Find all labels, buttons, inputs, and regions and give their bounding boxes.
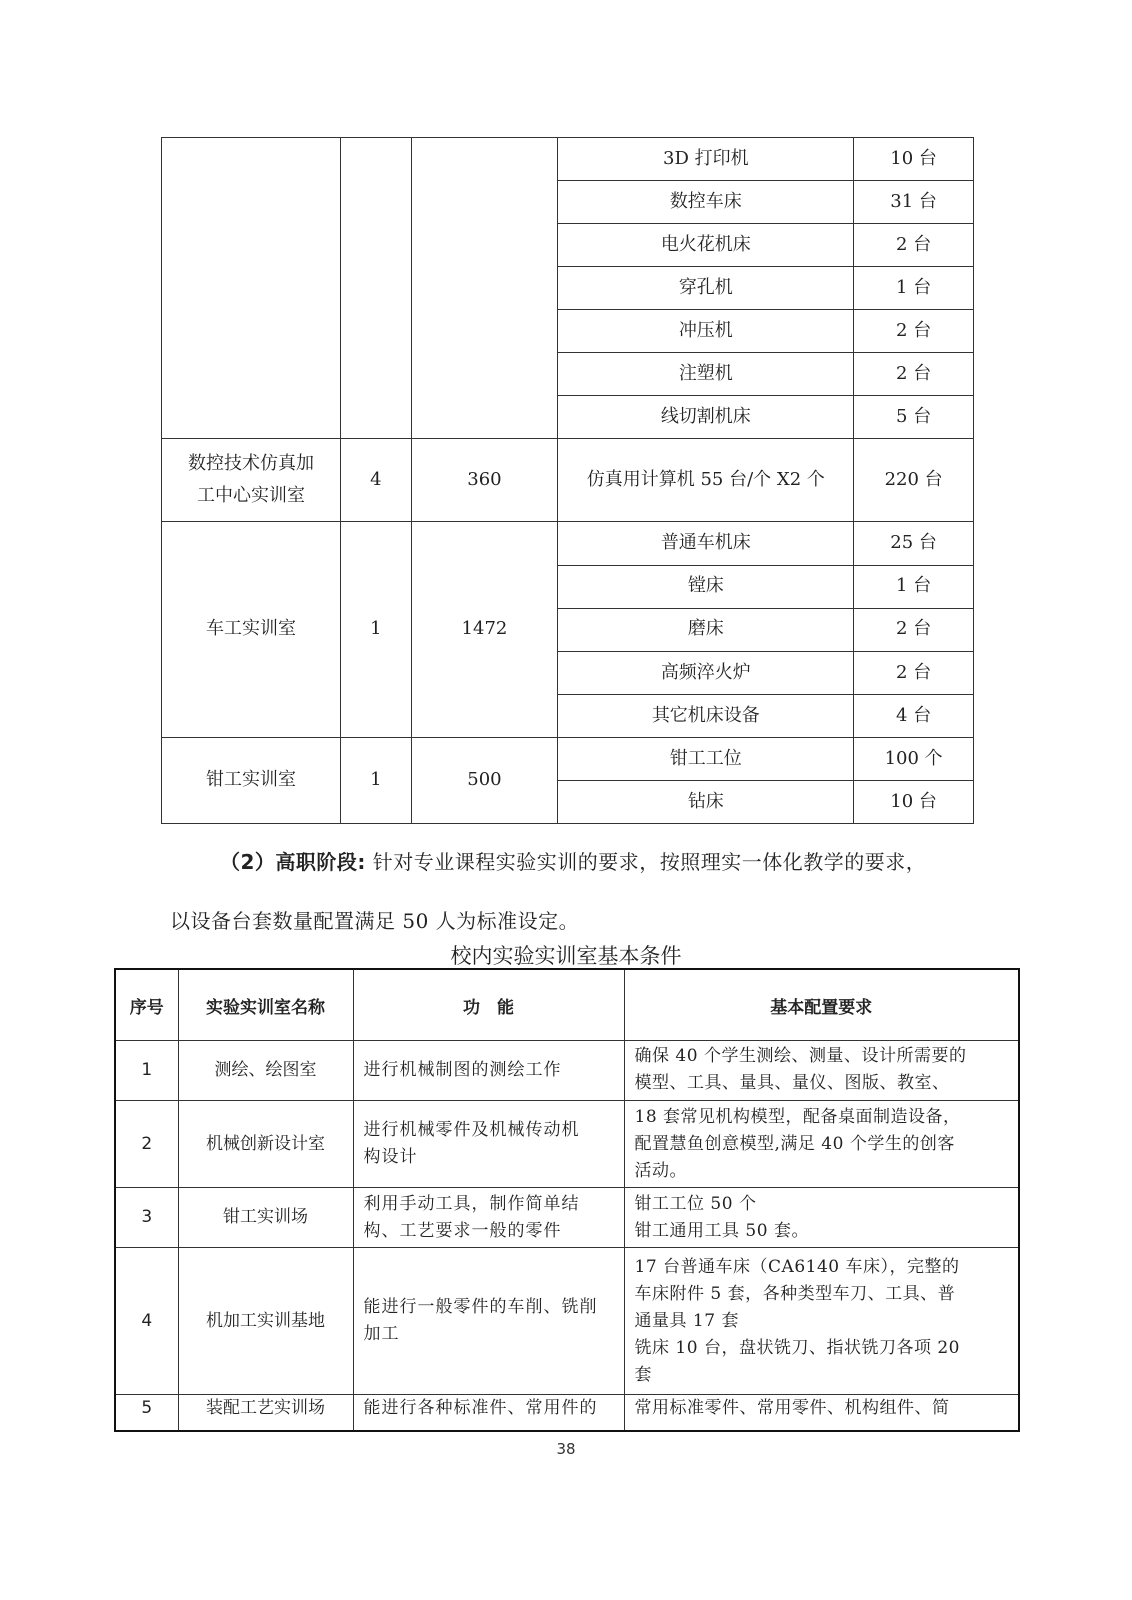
- room-name-cell: [162, 138, 341, 439]
- equipment-count: 2 台: [854, 310, 974, 353]
- room-qty: 1: [341, 522, 411, 737]
- config-line: 铣床 10 台，盘状铣刀、指状铣刀各项 20: [634, 1337, 960, 1358]
- room-qty: 4: [341, 439, 411, 522]
- equipment-count: 10 台: [854, 138, 974, 181]
- function-line: 能进行各种标准件、常用件的: [363, 1398, 598, 1419]
- table-row: [162, 522, 974, 565]
- equipment-count: 2 台: [854, 353, 974, 396]
- room-name: [162, 439, 341, 522]
- equipment-count: 100 个: [854, 737, 974, 780]
- config-line: 通量具 17 套: [634, 1310, 739, 1331]
- config-line: 17 台普通车床（CA6140 车床），完整的: [634, 1256, 960, 1277]
- equipment-count: 25 台: [854, 522, 974, 565]
- equipment-count: 5 台: [854, 396, 974, 439]
- lab-function: [353, 1100, 624, 1187]
- equipment-name: 冲压机: [558, 310, 854, 353]
- config-line: 常用标准零件、常用零件、机构组件、简: [634, 1398, 950, 1419]
- page-number: 38: [556, 1440, 576, 1458]
- lab-function: [353, 1041, 624, 1101]
- lab-name: 机加工实训基地: [178, 1248, 353, 1395]
- header-config: 基本配置要求: [624, 969, 1019, 1041]
- row-number: 5: [115, 1395, 178, 1431]
- equipment-name: 普通车机床: [558, 522, 854, 565]
- lab-function: [353, 1395, 624, 1431]
- row-number: 1: [115, 1041, 178, 1101]
- equipment-name: 磨床: [558, 608, 854, 651]
- equipment-name: 其它机床设备: [558, 694, 854, 737]
- equipment-count: 1 台: [854, 565, 974, 608]
- room-area: 360: [411, 439, 558, 522]
- config-line: 钳工工位 50 个: [634, 1193, 757, 1214]
- table-row: [115, 1041, 1019, 1101]
- row-number: 3: [115, 1188, 178, 1248]
- equipment-name: 数控车床: [558, 181, 854, 224]
- paragraph-line-1: [220, 846, 926, 875]
- function-line: 构、工艺要求一般的零件: [363, 1220, 562, 1241]
- table-row: [115, 1395, 1019, 1431]
- lab-name: 机械创新设计室: [178, 1100, 353, 1187]
- equipment-name: 镗床: [558, 565, 854, 608]
- config-line: 确保 40 个学生测绘、测量、设计所需要的: [634, 1046, 967, 1067]
- equipment-name: 钳工工位: [558, 737, 854, 780]
- config-line: 钳工通用工具 50 套。: [634, 1220, 809, 1241]
- config-line: 套: [634, 1364, 652, 1385]
- table-row: [162, 439, 974, 522]
- table-row: [115, 1248, 1019, 1395]
- config-line: 车床附件 5 套，各种类型车刀、工具、普: [634, 1283, 956, 1304]
- lab-name: 测绘、绘图室: [178, 1041, 353, 1101]
- config-line: 活动。: [634, 1160, 687, 1181]
- equipment-name: 仿真用计算机 55 台/个 X2 个: [558, 439, 854, 522]
- equipment-count: 1 台: [854, 267, 974, 310]
- room-area: 500: [411, 737, 558, 823]
- equipment-name: 穿孔机: [558, 267, 854, 310]
- function-line: 利用手动工具，制作简单结: [363, 1193, 580, 1214]
- equipment-count: 2 台: [854, 224, 974, 267]
- lab-config: [624, 1041, 1019, 1101]
- table-row: [162, 138, 974, 181]
- equipment-name: 电火花机床: [558, 224, 854, 267]
- row-number: 4: [115, 1248, 178, 1395]
- equipment-name: 高频淬火炉: [558, 651, 854, 694]
- config-line: 配置慧鱼创意模型,满足 40 个学生的创客: [634, 1133, 955, 1154]
- lab-config: [624, 1100, 1019, 1187]
- equipment-name: 线切割机床: [558, 396, 854, 439]
- room-area: 1472: [411, 522, 558, 737]
- equipment-count: 4 台: [854, 694, 974, 737]
- function-line: 能进行一般零件的车削、铣削: [363, 1297, 598, 1318]
- lab-name: 装配工艺实训场: [178, 1395, 353, 1431]
- room-name-line: 工中心实训室: [197, 485, 306, 507]
- table-caption: 校内实验实训室基本条件: [450, 944, 682, 968]
- equipment-count: 2 台: [854, 651, 974, 694]
- table-header-row: [115, 969, 1019, 1041]
- room-qty: 1: [341, 737, 411, 823]
- equipment-count: 220 台: [854, 439, 974, 522]
- room-name-line: 数控技术仿真加: [188, 453, 315, 475]
- paragraph-text: 针对专业课程实验实训的要求，按照理实一体化教学的要求，: [365, 850, 927, 874]
- equipment-name: 钻床: [558, 780, 854, 823]
- room-qty-cell: [341, 138, 411, 439]
- lab-function: [353, 1248, 624, 1395]
- equipment-name: 注塑机: [558, 353, 854, 396]
- lab-config: [624, 1395, 1019, 1431]
- paragraph-line-2: 以设备台套数量配置满足 50 人为标准设定。: [170, 909, 580, 933]
- lab-name: 钳工实训场: [178, 1188, 353, 1248]
- config-line: 模型、工具、量具、量仪、图版、教室、: [634, 1073, 950, 1094]
- equipment-table: [161, 137, 974, 824]
- table-row: [162, 737, 974, 780]
- room-name: 钳工实训室: [162, 737, 341, 823]
- table-row: [115, 1100, 1019, 1187]
- header-function: 功 能: [353, 969, 624, 1041]
- equipment-count: 2 台: [854, 608, 974, 651]
- lab-function: [353, 1188, 624, 1248]
- equipment-count: 10 台: [854, 780, 974, 823]
- labs-table: [114, 968, 1020, 1432]
- table-row: [115, 1188, 1019, 1248]
- room-area-cell: [411, 138, 558, 439]
- config-line: 18 套常见机构模型，配备桌面制造设备，: [634, 1106, 961, 1127]
- function-line: 构设计: [363, 1147, 418, 1168]
- header-name: 实验实训室名称: [178, 969, 353, 1041]
- lab-config: [624, 1188, 1019, 1248]
- header-no: 序号: [115, 969, 178, 1041]
- function-line: 进行机械制图的测绘工作: [363, 1059, 562, 1080]
- paragraph-bold-label: （2）高职阶段:: [220, 850, 366, 874]
- lab-config: [624, 1248, 1019, 1395]
- room-name: 车工实训室: [162, 522, 341, 737]
- equipment-name: 3D 打印机: [558, 138, 854, 181]
- equipment-count: 31 台: [854, 181, 974, 224]
- function-line: 加工: [363, 1324, 400, 1345]
- row-number: 2: [115, 1100, 178, 1187]
- function-line: 进行机械零件及机械传动机: [363, 1120, 580, 1141]
